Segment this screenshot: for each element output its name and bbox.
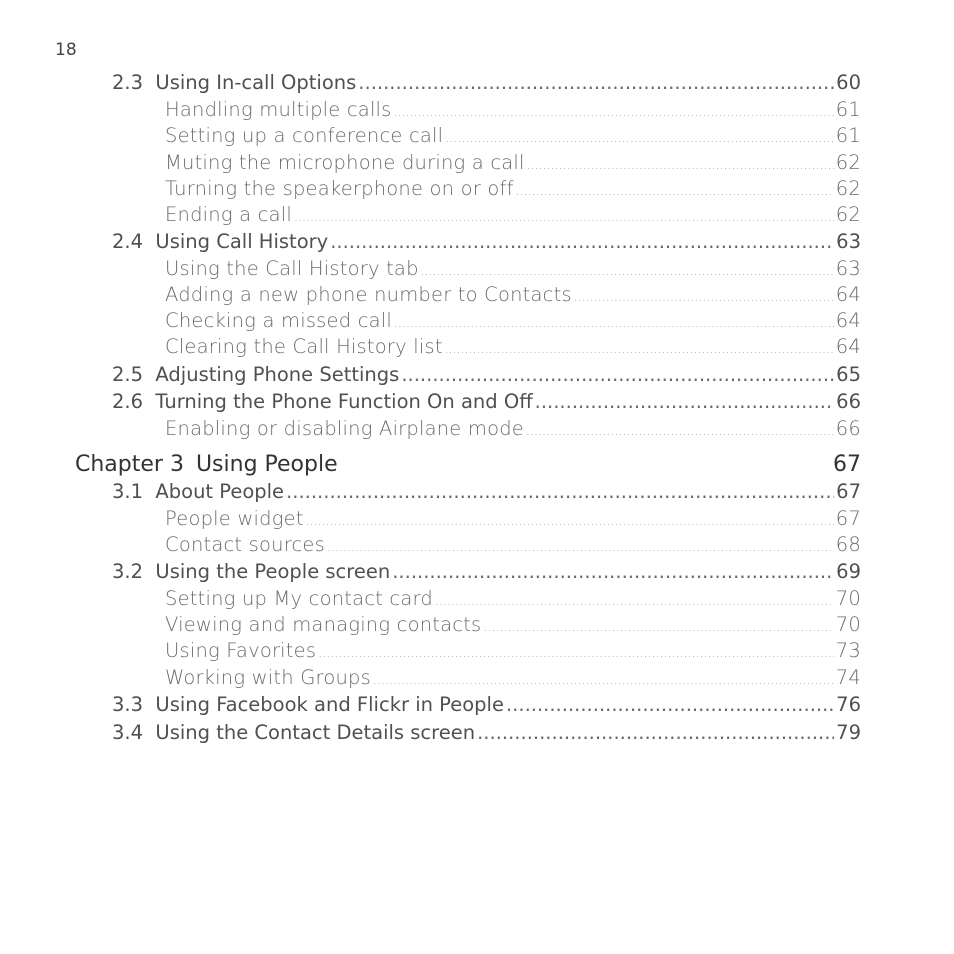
toc-label: People widget: [165, 507, 304, 530]
page-number: 18: [55, 40, 77, 60]
toc-leader: [318, 646, 834, 660]
toc-page: 70: [835, 587, 861, 610]
toc-label: Handling multiple calls: [165, 98, 392, 121]
toc-page: 68: [835, 533, 861, 556]
toc-sub-airplane-mode[interactable]: [165, 417, 861, 440]
toc-sub-my-contact-card[interactable]: [165, 587, 861, 610]
toc-leader: [516, 184, 834, 198]
toc-section-2-3[interactable]: [112, 71, 861, 94]
toc-leader: [527, 158, 834, 172]
toc-leader: [506, 693, 834, 716]
toc-leader: [445, 131, 834, 145]
toc-leader: [392, 560, 834, 583]
toc-label: Turning the speakerphone on or off: [165, 177, 514, 200]
toc-leader: [373, 673, 834, 687]
toc-page: 60: [836, 71, 861, 94]
toc-leader: [421, 264, 834, 278]
toc-section-2-5[interactable]: [112, 363, 861, 386]
toc-page: 67: [833, 452, 861, 477]
toc-leader: [330, 230, 834, 253]
toc-label: 3.3 Using Facebook and Flickr in People: [112, 693, 504, 716]
toc-label: Working with Groups: [165, 666, 371, 689]
chapter-number: Chapter 3: [75, 452, 184, 477]
toc-label: 3.4 Using the Contact Details screen: [112, 721, 476, 744]
toc-page: 64: [835, 283, 861, 306]
toc-sub-managing-contacts[interactable]: [165, 613, 861, 636]
toc-page: 67: [835, 507, 861, 530]
toc-leader: [535, 390, 835, 413]
toc-page: 61: [835, 98, 861, 121]
toc-label: 2.5 Adjusting Phone Settings: [112, 363, 400, 386]
toc-label: Viewing and managing contacts: [165, 613, 482, 636]
toc-page: 62: [835, 203, 861, 226]
toc-page: 79: [836, 721, 861, 744]
toc-page: 65: [836, 363, 861, 386]
toc-label: Clearing the Call History list: [165, 335, 443, 358]
toc-label: Using Favorites: [165, 639, 317, 662]
toc-leader: [477, 721, 834, 744]
toc-page: 62: [835, 177, 861, 200]
toc-page: 63: [835, 257, 861, 280]
toc-label: 2.3 Using In-call Options: [112, 71, 357, 94]
toc-page: 76: [836, 693, 861, 716]
toc-leader: [394, 105, 834, 119]
toc-leader: [358, 71, 834, 94]
toc-sub-clearing-call-history[interactable]: [165, 335, 861, 358]
toc-leader: [306, 514, 834, 528]
toc-label: 3.2 Using the People screen: [112, 560, 391, 583]
toc-leader: [394, 316, 834, 330]
toc-page: 66: [836, 390, 861, 413]
toc-sub-groups[interactable]: [165, 666, 861, 689]
toc-sub-handling-multiple-calls[interactable]: [165, 98, 861, 121]
toc-section-3-4[interactable]: [112, 721, 861, 744]
toc-sub-ending-call[interactable]: [165, 203, 861, 226]
toc-label: Contact sources: [165, 533, 325, 556]
toc-page: 70: [835, 613, 861, 636]
toc-page: 66: [835, 417, 861, 440]
toc-leader: [294, 210, 834, 224]
toc-sub-call-history-tab[interactable]: [165, 257, 861, 280]
toc-label: Enabling or disabling Airplane mode: [165, 417, 524, 440]
toc-leader: [445, 342, 834, 356]
toc-label: Ending a call: [165, 203, 292, 226]
toc-page: 73: [835, 639, 861, 662]
toc-page: 62: [835, 151, 861, 174]
toc-leader: [574, 290, 834, 304]
toc-page: 61: [835, 124, 861, 147]
toc-label: 2.6 Turning the Phone Function On and Off: [112, 390, 533, 413]
toc-label: Using the Call History tab: [165, 257, 419, 280]
toc-sub-adding-phone-number[interactable]: [165, 283, 861, 306]
toc-page: 67: [836, 480, 861, 503]
toc-sub-people-widget[interactable]: [165, 507, 861, 530]
toc-label: 3.1 About People: [112, 480, 285, 503]
toc-sub-speakerphone[interactable]: [165, 177, 861, 200]
toc-sub-muting-microphone[interactable]: [165, 151, 861, 174]
toc-label: Muting the microphone during a call: [165, 151, 525, 174]
toc-page: 64: [835, 309, 861, 332]
toc-page: 63: [836, 230, 861, 253]
toc-leader: [526, 424, 834, 438]
toc-section-2-6[interactable]: [112, 390, 861, 413]
toc-label: Adding a new phone number to Contacts: [165, 283, 572, 306]
toc-sub-conference-call[interactable]: [165, 124, 861, 147]
chapter-title: Using People: [195, 452, 338, 477]
toc-leader: [483, 620, 833, 634]
toc-sub-contact-sources[interactable]: [165, 533, 861, 556]
toc-chapter-3[interactable]: [75, 452, 861, 477]
toc-section-3-1[interactable]: [112, 480, 861, 503]
toc-label: 2.4 Using Call History: [112, 230, 329, 253]
toc-label: Checking a missed call: [165, 309, 393, 332]
toc-page: 64: [835, 335, 861, 358]
toc-page: 69: [836, 560, 861, 583]
toc-sub-favorites[interactable]: [165, 639, 861, 662]
toc-label: Setting up a conference call: [165, 124, 444, 147]
toc-leader: [435, 594, 834, 608]
toc-leader: [327, 540, 834, 554]
toc-section-3-3[interactable]: [112, 693, 861, 716]
toc-leader: [286, 480, 834, 503]
toc-section-2-4[interactable]: [112, 230, 861, 253]
toc-sub-missed-call[interactable]: [165, 309, 861, 332]
toc-label: Setting up My contact card: [165, 587, 433, 610]
toc-section-3-2[interactable]: [112, 560, 861, 583]
toc-page: 74: [835, 666, 861, 689]
toc-leader: [401, 363, 834, 386]
